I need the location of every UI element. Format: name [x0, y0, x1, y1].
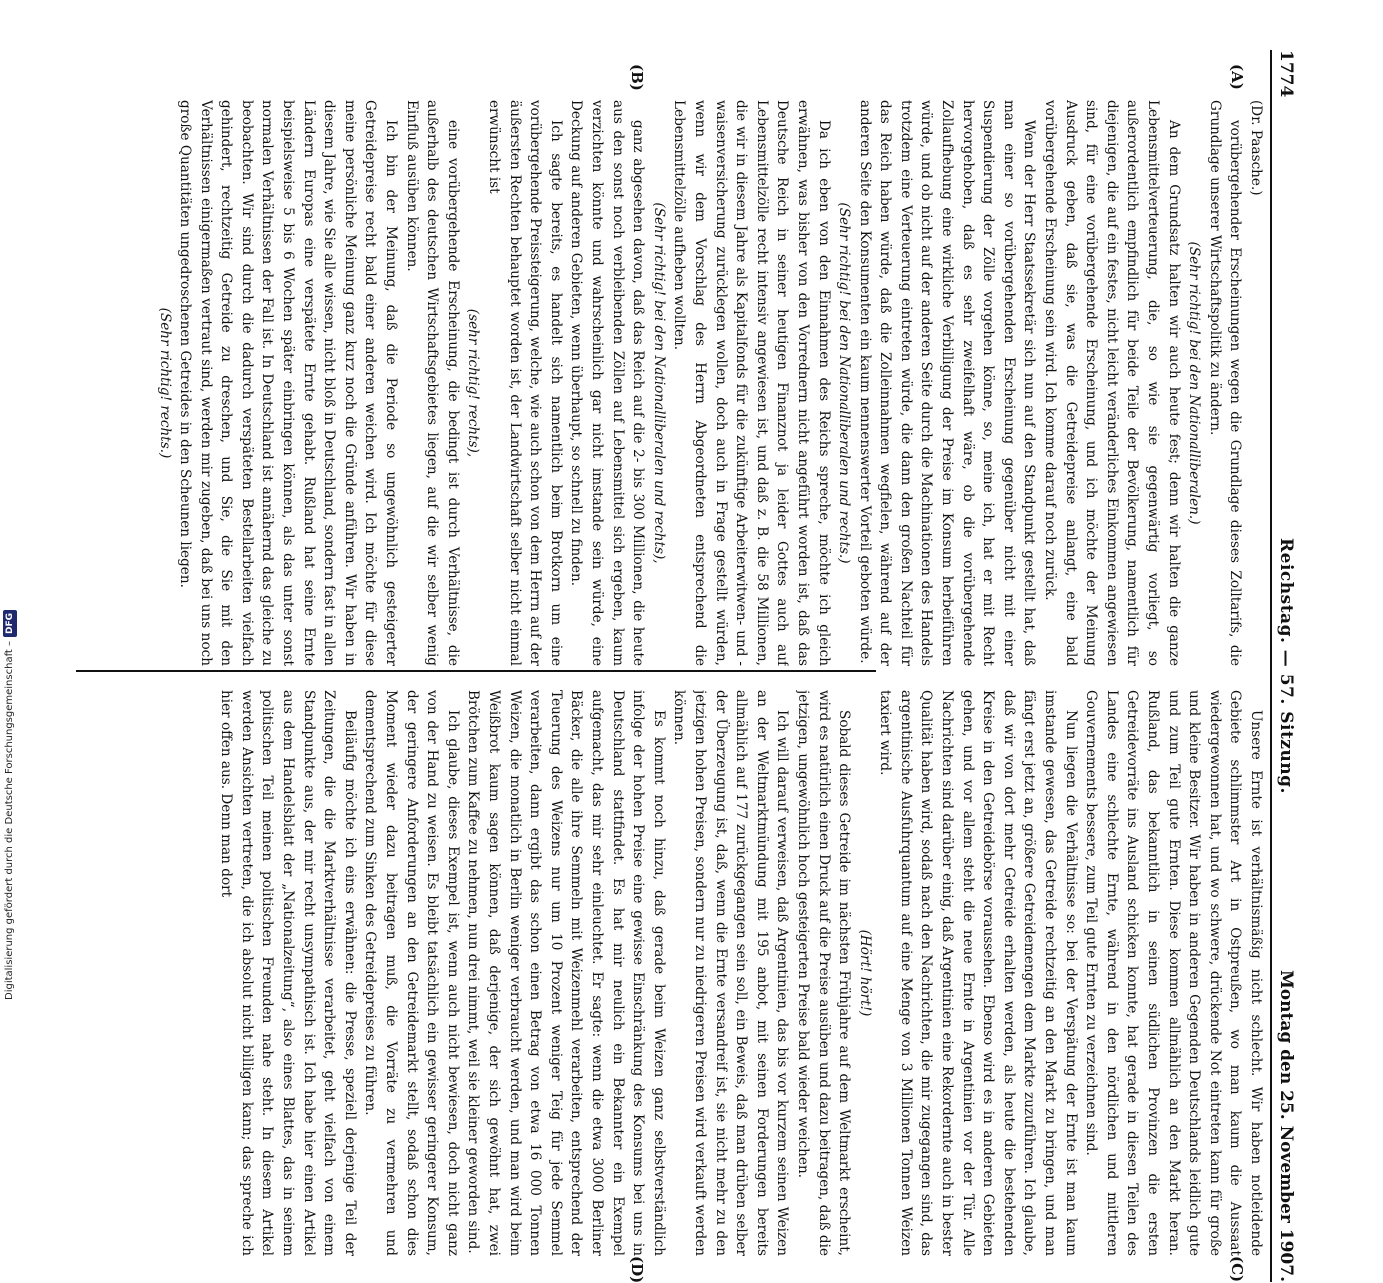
header-rule	[1270, 50, 1272, 1282]
paragraph: Da ich eben von den Einnahmen des Reichs spreche, möchte ich gleich erwähnen, was bisher von den Vorrednern nicht angeführt worden ist, daß das Deutsche Reich in seiner heutigen Finanznot ja leider Gottes auch auf Lebensmittelzölle recht intensiv angewiesen ist, und daß z. B. die 58 Millionen, die wir in diesem Jahre als Kapitalfonds für die zukünftige Arbeiterwitwen- und -waisenversicherung zurücklegen wollen, doch auch in Frage gestellt würden, wenn wir dem Vorschlag des Herrn Abgeordneten entsprechend die Lebensmittelzölle aufheben wollten.	[671, 100, 832, 666]
paragraph: Ich bin der Meinung, daß die Periode so ungewöhnlich gesteigerter Getreidepreise recht bald einer anderen weichen wird. Ich möchte für diese meine persönliche Meinung ganz kurz noch die Gründe anführen. Wir haben in diesem Jahre, wie Sie alle wissen, nicht bloß in Deutschland, sondern fast in allen Ländern Europas eine verspätete Ernte gehabt. Rußland hat seine Ernte beispielsweise 5 bis 6 Wochen später einbringen können, als das unter sonst normalen Verhältnissen der Fall ist. In Deutschland ist annähernd das gleiche zu beobachten. Wir sind durch die dadurch verspäteten Bestellarbeiten vielfach gehindert, rechtzeitig Getreide zu dreschen, und Sie, die Sie mit den Verhältnissen einigermaßen vertraut sind, werden mir zugeben, daß bei uns noch große Quantitäten ungedroschenen Getreides in den Scheunen liegen.	[177, 100, 400, 666]
interjection: (Sehr richtig! bei den Nationalliberalen.)	[1186, 241, 1203, 525]
column-divider	[76, 670, 876, 672]
left-column	[86, 100, 1266, 666]
paragraph: Ich will darauf verweisen, daß Argentinien, das bis vor kurzem seinen Weizen an der Weltmarktmündung mit 195 anbot, mit seinen Forderungen bereits allmählich auf 177 zurückgegangen sein soll, ein Beweis, daß man drüben selber der Überzeugung ist, daß, wenn die Ernte versandreif ist, sie nicht mehr zu den jetzigen hohen Preisen, sondern nur zu niedrigeren Preisen wird verkauft werden können.	[671, 690, 791, 1256]
paragraph: Unsere Ernte ist verhältnismäßig nicht schlecht. Wir haben notleidende Gebiete schlimmster Art in Ostpreußen, wo man kaum die Aussaat wiedergewonnen hat, und wo schwere, drückende Not eintreten kann für große und kleine Besitzer. Wir haben in anderen Gegenden Deutschlands leidlich gute und zum Teil gute Ernten. Diese kommen allmählich an den Markt heran. Rußland, das bekanntlich in seinen südlichen Provinzen die ersten Getreidevorräte ins Ausland schicken konnte, hat gerade in diesen Teilen des Landes eine schlechte Ernte, während in den nördlichen und mittleren Gouvernements bessere, zum Teil gute Ernten zu verzeichnen sind.	[1083, 690, 1264, 1256]
paragraph: An dem Grundsatz halten wir auch heute fest; denn wir halten die ganze Lebensmittelverteuerung, die, so wie sie gegenwärtig vorliegt, so außerordentlich empfindlich für beide Teile der Bevölkerung, namentlich für diejenigen, die auf ein festes, nicht leicht veränderliches Einkommen angewiesen sind, für eine vorübergehende Erscheinung, und ich möchte der Meinung Ausdruck geben, daß sie, was die Getreidepreise anlangt, eine bald vorübergehende Erscheinung sein wird. Ich komme darauf noch zurück.	[1042, 100, 1182, 666]
paragraph: Ich glaube, dieses Exempel ist, wenn auch nicht bewiesen, doch nicht ganz von der Hand zu weisen. Es bleibt tatsächlich ein gewisser geringerer Konsum, der geringere Anforderungen an den Getreidemarkt stellt, sodaß schon dies Moment wieder dazu beitragen muß, die Vorräte zu vermehren und dementsprechend zum Sinken des Getreidepreises zu führen.	[362, 690, 461, 1256]
interjection: (sehr richtig! rechts),	[465, 308, 482, 458]
paragraph: Ich sagte bereits, es handelt sich namentlich beim Brotkorn um eine vorübergehende Preissteigerung, welche, wie auch schon von dem Herrn auf der äußersten Rechten behauptet worden ist, der Landwirtschaft selber nicht einmal erwünscht ist	[486, 100, 564, 666]
digitization-footer	[0, 605, 20, 1000]
margin-marker-c: (C)	[1228, 1256, 1246, 1283]
right-column	[86, 690, 1266, 1256]
paragraph: eine vorübergehende Erscheinung, die bedingt ist durch Verhältnisse, die außerhalb des deutschen Wirtschaftsgebietes liegen, auf die wir selber wenig Einfluß ausüben können.	[403, 100, 461, 666]
interjection: (Hört! hört!)	[856, 929, 873, 1017]
margin-marker-b: (B)	[628, 64, 646, 91]
paragraph: vorübergehender Erscheinungen wegen die Grundlage dieses Zolltarifs, die Grundlage unserer Wirtschaftspolitik zu ändern.	[1206, 100, 1244, 666]
interjection: (Sehr richtig! rechts.)	[156, 307, 173, 459]
margin-marker-a: (A)	[1228, 64, 1246, 90]
paragraph: Beiläufig möchte ich eins erwähnen: die Presse, speziell derjenige Teil der Zeitungen, die die Marktverhältnisse verarbeitet, geht vielfach von einem Standpunkte aus, der mir recht unsympathisch ist. Ich habe hier einen Artikel aus dem Handelsblatt der „Nationalzeitung“, also eines Blattes, das in seinem politischen Teil meinen politischen Freunden nahe steht. In diesem Artikel werden Ansichten vertreten, die ich absolut nicht billigen kann; das spreche ich hier offen aus. Denn man dort	[218, 690, 358, 1256]
paragraph: Sobald dieses Getreide im nächsten Frühjahre auf dem Weltmarkt erscheint, wird es natürlich einen Druck auf die Preise ausüben und dazu beitragen, daß die jetzigen, ungewöhnlich hoch gesteigerten Preise bald wieder weichen.	[794, 690, 853, 1256]
paragraph: ganz abgesehen davon, daß das Reich auf die 2- bis 300 Millionen, die heute aus den sonst noch verbleibenden Zöllen auf Lebensmittel sich ergeben, kaum verzichten könnte und wahrscheinlich gar nicht imstande sein würde, eine Deckung auf anderen Gebieten, wenn überhaupt, so schnell zu finden.	[568, 100, 647, 666]
session-title: Reichstag. — 57. Sitzung.	[1276, 538, 1296, 794]
paragraph: Wenn der Herr Staatssekretär sich nun auf den Standpunkt gestellt hat, daß man einer so vorübergehenden Erscheinung gegenüber nicht mit einer Suspendierung der Zölle vorgehen könne, so, meine ich, hat er mit Recht hervorgehoben, daß es sehr zweifelhaft wäre, ob die vorübergehende Zollaufhebung eine wirkliche Verbilligung der Preise im Konsum herbeiführen würde, und ob nicht auf der anderen Seite durch die Machinationen des Handels trotzdem eine Verteuerung eintreten würde, die dann den großen Nachteil für das Reich haben würde, daß die Zolleinnahmen wegfielen, während auf der anderen Seite den Konsumenten ein kaum nennenswerter Vorteil geboten würde.	[856, 100, 1038, 666]
page-header	[1274, 50, 1296, 1282]
footer-text: Digitalisierung gefördert durch die Deutsche Forschungsgemeinschaft –	[4, 640, 15, 1000]
paragraph: Es kommt noch hinzu, daß gerade beim Weizen ganz selbstverständlich infolge der hohen Preise eine gewisse Einschränkung des Konsums bei uns in Deutschland stattfindet. Es hat mir neulich ein Bekannter ein Exempel aufgemacht, das mir sehr einleuchtet. Er sagte: wenn die etwa 3000 Berliner Bäcker, die alle ihre Semmeln mit Weizenmehl verarbeiten, entsprechend der Teuerung des Weizens nur um 10 Prozent weniger Teig für jede Semmel verarbeiten, dann ergibt das schon einen Betrag von etwa 16 000 Tonnen Weizen, die monatlich in Berlin weniger verbraucht werden, und man wird beim Weißbrot kaum sagen können, daß derjenige, der sich gewöhnt hat, zwei Brötchen zum Kaffee zu nehmen, nun drei nimmt, weil sie kleiner geworden sind.	[465, 690, 667, 1256]
dfg-logo: DFG	[3, 610, 17, 637]
speaker-label: (Dr. Paasche.)	[1248, 100, 1264, 196]
rotated-page	[56, 50, 1296, 1282]
footer-line	[1, 605, 21, 1000]
interjection: (Sehr richtig! bei den Nationalliberalen und rechts.)	[836, 202, 853, 564]
margin-marker-d: (D)	[628, 1256, 646, 1283]
session-date: Montag den 25. November 1907.	[1276, 969, 1296, 1282]
paragraph: Nun liegen die Verhältnisse so: bei der Verspätung der Ernte ist man kaum imstande gewesen, das Getreide rechtzeitig an den Markt zu bringen, und man fängt erst jetzt an, größere Getreidemengen dem Markte zuzuführen. Ich glaube, daß wir von dort mehr Getreide erhalten werden, als heute die bestehenden Kreise in den Getreidebörse voraussehen. Ebenso wird es in anderen Gebieten gehen, und vor allem steht die neue Ernte in Argentinien vor der Tür. Alle Nachrichten sind darüber einig, daß Argentinien eine Rekordernte auch in bester Qualität haben wird, sodaß nach den Nachrichten, die mir zugegangen sind, das argentinische Ausfuhrquantum auf eine Menge von 3 Millionen Tonnen Weizen taxiert wird.	[877, 690, 1079, 1256]
page-number: 1774	[1276, 50, 1296, 98]
interjection: (Sehr richtig! bei den Nationalliberalen und rechts),	[650, 202, 667, 564]
